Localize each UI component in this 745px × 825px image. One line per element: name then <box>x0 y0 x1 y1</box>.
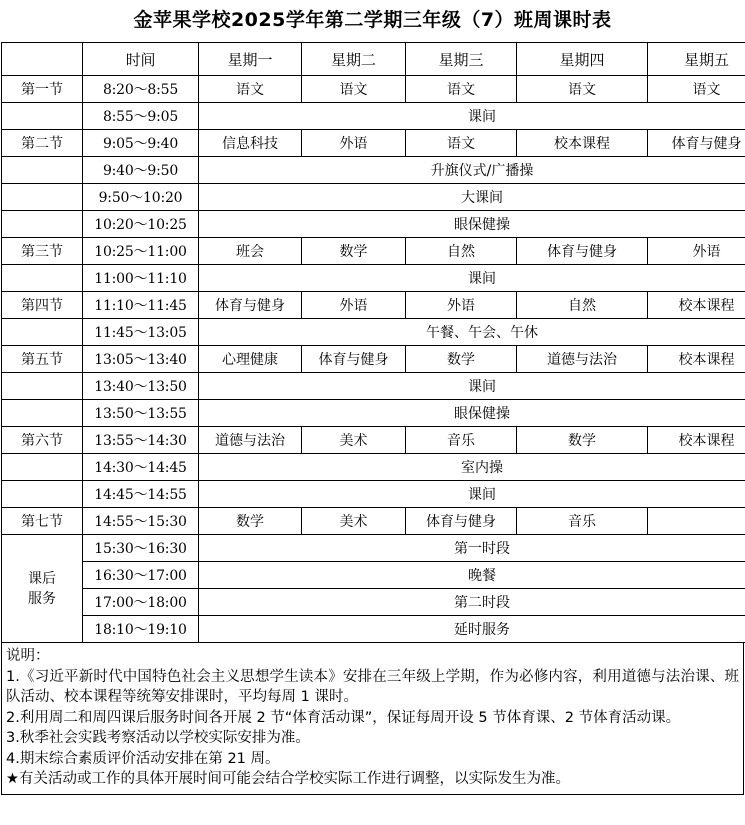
notes-heading: 说明： <box>6 648 50 664</box>
subject-cell: 体育与健身 <box>199 292 302 319</box>
time-cell: 9:05～9:40 <box>83 130 199 157</box>
time-cell: 11:45～13:05 <box>83 319 199 346</box>
table-row <box>2 265 745 292</box>
activity-cell: 眼保健操 <box>199 400 745 427</box>
period-cell: 第二节 <box>2 130 83 157</box>
time-cell: 8:20～8:55 <box>83 76 199 103</box>
subject-cell: 校本课程 <box>648 346 745 373</box>
notes-list <box>6 667 739 790</box>
subject-cell: 语文 <box>406 76 517 103</box>
period-cell <box>2 265 83 292</box>
subject-cell: 音乐 <box>517 508 648 535</box>
note-item: 2.利用周二和周四课后服务时间各开展 2 节“体育活动课”，保证每周开设 5 节体育课、2 节体育活动课。 <box>6 709 681 726</box>
time-cell: 14:45～14:55 <box>83 481 199 508</box>
subject-cell: 体育与健身 <box>406 508 517 535</box>
table-row <box>2 589 745 616</box>
activity-cell: 课间 <box>199 481 745 508</box>
period-cell <box>2 211 83 238</box>
subject-cell: 外语 <box>302 292 406 319</box>
table-row <box>2 508 745 535</box>
subject-cell: 语文 <box>406 130 517 157</box>
table-row <box>2 184 745 211</box>
subject-cell <box>648 508 745 535</box>
table-row <box>2 76 745 103</box>
subject-cell: 美术 <box>302 508 406 535</box>
time-cell: 18:10～19:10 <box>83 616 199 643</box>
activity-cell: 大课间 <box>199 184 745 211</box>
header-day-cell: 星期五 <box>648 43 745 76</box>
subject-cell: 道德与法治 <box>517 346 648 373</box>
subject-cell: 语文 <box>517 76 648 103</box>
subject-cell: 语文 <box>199 76 302 103</box>
table-row <box>2 103 745 130</box>
activity-cell: 晚餐 <box>199 562 745 589</box>
period-cell <box>2 103 83 130</box>
note-item: 4.期末综合素质评价活动安排在第 21 周。 <box>6 750 280 767</box>
note-item: 3.秋季社会实践考察活动以学校实际安排为准。 <box>6 730 310 746</box>
time-cell: 9:50～10:20 <box>83 184 199 211</box>
subject-cell: 外语 <box>648 238 745 265</box>
subject-cell: 音乐 <box>406 427 517 454</box>
period-cell: 第七节 <box>2 508 83 535</box>
subject-cell: 数学 <box>302 238 406 265</box>
subject-cell: 信息科技 <box>199 130 302 157</box>
table-row <box>2 130 745 157</box>
header-day-cell: 星期二 <box>302 43 406 76</box>
table-header-row <box>2 43 745 76</box>
header-time-cell: 时间 <box>83 43 199 76</box>
subject-cell: 语文 <box>648 76 745 103</box>
subject-cell: 体育与健身 <box>648 130 745 157</box>
period-cell: 第一节 <box>2 76 83 103</box>
table-row <box>2 616 745 643</box>
after-school-label-line2: 服务 <box>28 590 56 607</box>
period-cell <box>2 481 83 508</box>
table-row <box>2 454 745 481</box>
subject-cell: 外语 <box>302 130 406 157</box>
activity-cell: 第二时段 <box>199 589 745 616</box>
activity-cell: 眼保健操 <box>199 211 745 238</box>
period-cell <box>2 184 83 211</box>
table-row <box>2 562 745 589</box>
subject-cell: 体育与健身 <box>517 238 648 265</box>
time-cell: 17:00～18:00 <box>83 589 199 616</box>
schedule-table <box>1 42 745 643</box>
time-cell: 15:30～16:30 <box>83 535 199 562</box>
note-item: 1.《习近平新时代中国特色社会主义思想学生读本》安排在三年级上学期，作为必修内容，利用道德与法治课、班队活动、校本课程等统筹安排课时，平均每周 1 课时。 <box>6 668 739 705</box>
subject-cell: 数学 <box>406 346 517 373</box>
period-cell <box>2 400 83 427</box>
table-row <box>2 211 745 238</box>
subject-cell: 数学 <box>199 508 302 535</box>
time-cell: 14:30～14:45 <box>83 454 199 481</box>
period-cell: 第五节 <box>2 346 83 373</box>
subject-cell: 数学 <box>517 427 648 454</box>
header-corner-cell <box>2 43 83 76</box>
activity-cell: 午餐、午会、午休 <box>199 319 745 346</box>
time-cell: 13:50～13:55 <box>83 400 199 427</box>
table-row <box>2 346 745 373</box>
period-cell <box>2 454 83 481</box>
header-day-cell: 星期一 <box>199 43 302 76</box>
table-row <box>2 319 745 346</box>
time-cell: 16:30～17:00 <box>83 562 199 589</box>
time-cell: 13:05～13:40 <box>83 346 199 373</box>
period-cell <box>2 373 83 400</box>
subject-cell: 自然 <box>406 238 517 265</box>
subject-cell: 心理健康 <box>199 346 302 373</box>
page-title: 金苹果学校2025学年第二学期三年级（7）班周课时表 <box>133 9 612 31</box>
activity-cell: 第一时段 <box>199 535 745 562</box>
schedule-table-body <box>2 43 745 643</box>
time-cell: 13:40～13:50 <box>83 373 199 400</box>
activity-cell: 室内操 <box>199 454 745 481</box>
notes-section <box>1 643 744 795</box>
header-day-cell: 星期四 <box>517 43 648 76</box>
period-cell: 第六节 <box>2 427 83 454</box>
after-school-label-line1: 课后 <box>28 570 56 587</box>
time-cell: 11:00～11:10 <box>83 265 199 292</box>
table-row <box>2 157 745 184</box>
period-cell: 第四节 <box>2 292 83 319</box>
activity-cell: 延时服务 <box>199 616 745 643</box>
activity-cell: 升旗仪式/广播操 <box>199 157 745 184</box>
period-cell: 第三节 <box>2 238 83 265</box>
subject-cell: 自然 <box>517 292 648 319</box>
subject-cell: 校本课程 <box>648 427 745 454</box>
period-cell <box>2 319 83 346</box>
time-cell: 13:55～14:30 <box>83 427 199 454</box>
activity-cell: 课间 <box>199 373 745 400</box>
time-cell: 9:40～9:50 <box>83 157 199 184</box>
time-cell: 10:20～10:25 <box>83 211 199 238</box>
table-row <box>2 238 745 265</box>
time-cell: 11:10～11:45 <box>83 292 199 319</box>
table-row <box>2 535 745 562</box>
after-school-service-label <box>2 535 83 643</box>
time-cell: 14:55～15:30 <box>83 508 199 535</box>
activity-cell: 课间 <box>199 265 745 292</box>
subject-cell: 美术 <box>302 427 406 454</box>
time-cell: 8:55～9:05 <box>83 103 199 130</box>
table-row <box>2 373 745 400</box>
time-cell: 10:25～11:00 <box>83 238 199 265</box>
subject-cell: 班会 <box>199 238 302 265</box>
subject-cell: 外语 <box>406 292 517 319</box>
activity-cell: 课间 <box>199 103 745 130</box>
period-cell <box>2 157 83 184</box>
subject-cell: 校本课程 <box>517 130 648 157</box>
table-row <box>2 292 745 319</box>
header-day-cell: 星期三 <box>406 43 517 76</box>
subject-cell: 道德与法治 <box>199 427 302 454</box>
subject-cell: 语文 <box>302 76 406 103</box>
note-item: ★有关活动或工作的具体开展时间可能会结合学校实际工作进行调整，以实际发生为准。 <box>6 771 570 787</box>
subject-cell: 体育与健身 <box>302 346 406 373</box>
table-row <box>2 481 745 508</box>
subject-cell: 校本课程 <box>648 292 745 319</box>
table-row <box>2 400 745 427</box>
table-row <box>2 427 745 454</box>
